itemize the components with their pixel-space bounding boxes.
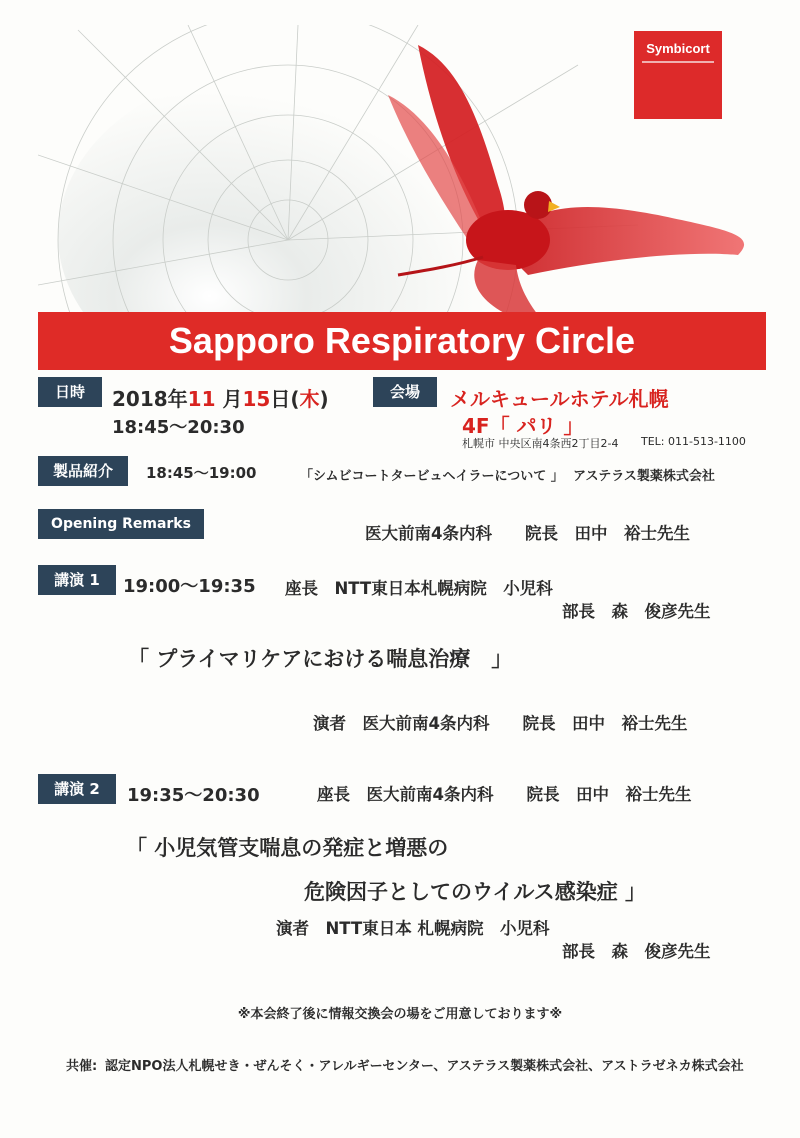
venue-address: 札幌市 中央区南4条西2丁目2-4 xyxy=(462,437,619,450)
lecture1-chair-line2: 部長 森 俊彦先生 xyxy=(562,602,711,621)
lecture2-chair: 座長 医大前南4条内科 院長 田中 裕士先生 xyxy=(317,785,692,804)
lecture1-chair-line1: 座長 NTT東日本札幌病院 小児科 xyxy=(285,579,553,598)
symbicort-logo xyxy=(634,31,722,119)
notice-text: ※本会終了後に情報交換会の場をご用意しております※ xyxy=(237,1007,563,1022)
product-topic: 「シムビコートタービュヘイラーについて 」 xyxy=(300,469,564,484)
date-year: 2018年 xyxy=(112,387,188,411)
lecture2-topic-line2: 危険因子としてのウイルス感染症 」 xyxy=(304,880,647,904)
lecture1-topic: 「 プライマリケアにおける喘息治療 」 xyxy=(128,647,513,671)
date-weekday: 木 xyxy=(299,387,320,411)
product-company: アステラス製薬株式会社 xyxy=(573,469,715,484)
title-banner xyxy=(38,312,766,370)
lecture1-label: 講演 1 xyxy=(38,565,116,595)
lecture1-time: 19:00〜19:35 xyxy=(123,576,256,597)
opening-label: Opening Remarks xyxy=(38,509,204,539)
opening-speaker: 医大前南4条内科 院長 田中 裕士先生 xyxy=(365,524,690,543)
date-day-suffix: 日 xyxy=(270,387,291,411)
venue-tel: TEL: 011-513-1100 xyxy=(641,435,746,448)
sponsors-label: 共催: xyxy=(66,1059,98,1074)
page-title: Sapporo Respiratory Circle xyxy=(168,320,636,361)
date-paren-open: ( xyxy=(290,387,300,411)
lecture2-speaker-line2: 部長 森 俊彦先生 xyxy=(562,942,711,961)
venue-label: 会場 xyxy=(373,377,437,407)
lecture2-speaker-line1: 演者 NTT東日本 札幌病院 小児科 xyxy=(276,919,550,938)
date-month: 11 xyxy=(187,387,216,411)
sponsors-text: 認定NPO法人札幌せき・ぜんそく・アレルギーセンター、アステラス製薬株式会社、アストラゼネカ株式会社 xyxy=(105,1059,744,1074)
date-day: 15 xyxy=(242,387,271,411)
lecture2-topic-line1: 「 小児気管支喘息の発症と増悪の xyxy=(126,836,449,860)
venue-room: 4F「 パリ 」 xyxy=(462,414,584,438)
lecture2-time: 19:35〜20:30 xyxy=(127,785,260,806)
datetime-label: 日時 xyxy=(38,377,102,407)
logo-text: Symbicort xyxy=(646,41,710,56)
event-date xyxy=(112,383,329,412)
date-paren-close: ) xyxy=(319,387,329,411)
event-time: 18:45〜20:30 xyxy=(112,417,245,438)
product-label: 製品紹介 xyxy=(38,456,128,486)
lecture1-speaker: 演者 医大前南4条内科 院長 田中 裕士先生 xyxy=(313,714,688,733)
product-time: 18:45〜19:00 xyxy=(146,464,257,482)
date-month-suffix: 月 xyxy=(215,387,243,411)
logo-underline xyxy=(642,61,714,63)
lecture2-label: 講演 2 xyxy=(38,774,116,804)
venue-name: メルキュールホテル札幌 xyxy=(450,387,669,411)
